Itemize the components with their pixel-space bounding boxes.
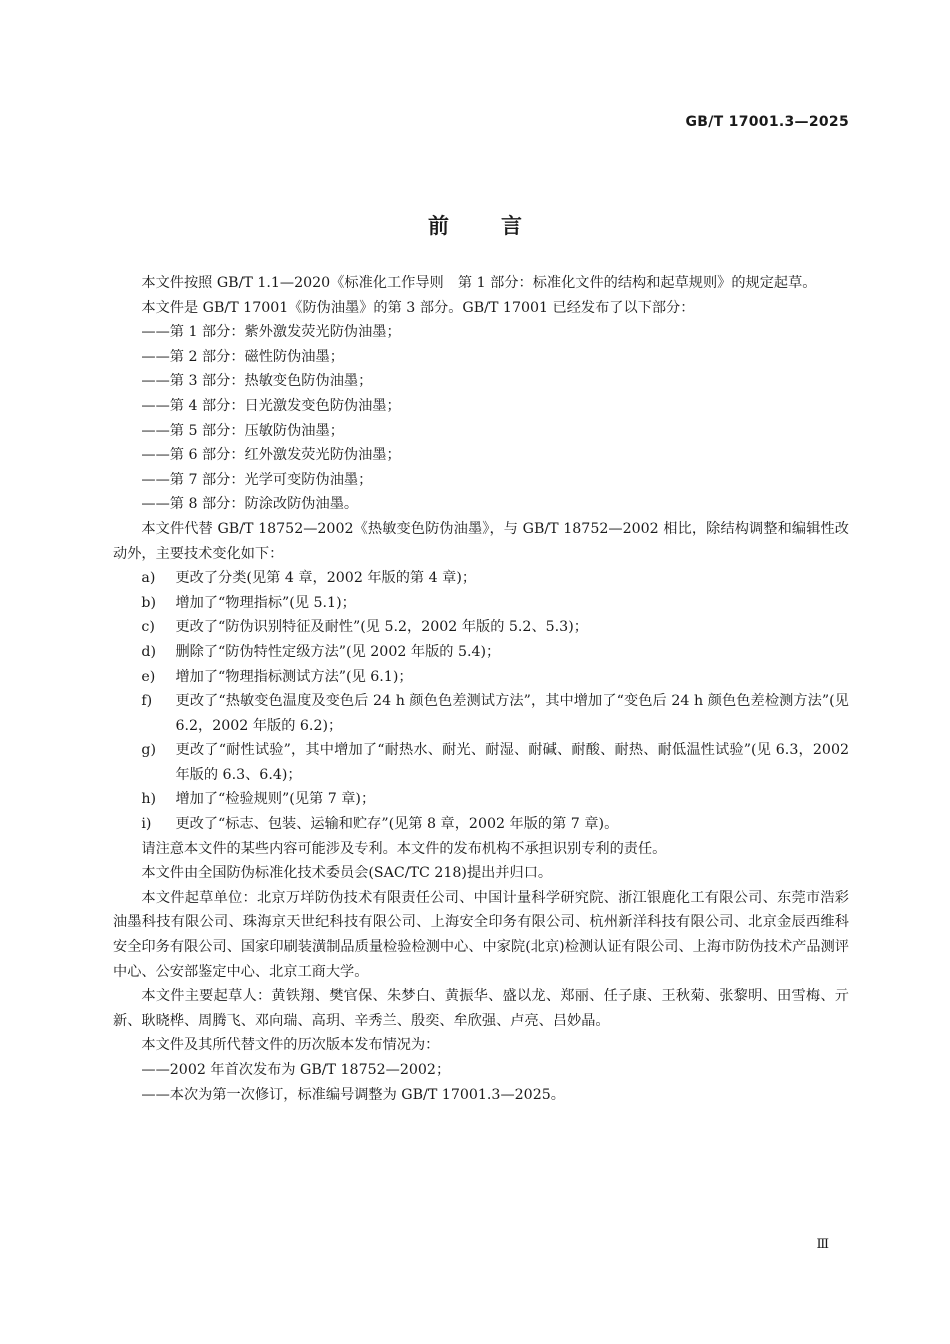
list-item: ——本次为第一次修订，标准编号调整为 GB/T 17001.3—2025。 — [141, 1086, 565, 1103]
list-marker: f) — [141, 693, 153, 710]
list-item: ——2002 年首次发布为 GB/T 18752—2002； — [141, 1062, 451, 1078]
list-item: ——第 1 部分：紫外激发荧光防伪油墨； — [141, 324, 401, 341]
paragraph-committee: 本文件由全国防伪标准化技术委员会(SAC/TC 218)提出并归口。 — [141, 865, 553, 882]
list-item — [113, 738, 849, 787]
paragraph-patent-notice: 请注意本文件的某些内容可能涉及专利。本文件的发布机构不承担识别专利的责任。 — [141, 840, 667, 857]
list-text: 增加了“物理指标”(见 5.1)； — [175, 594, 356, 611]
list-item — [113, 665, 849, 690]
standard-number: GB/T 17001.3—2025 — [685, 114, 849, 130]
list-item — [113, 689, 849, 738]
changes-list — [113, 566, 849, 837]
list-text: 更改了“热敏变色温度及变色后 24 h 颜色色差测试方法”，其中增加了“变色后 24 h 颜色色差检测方法”(见 6.2，2002 年版的 6.2)； — [175, 693, 849, 734]
foreword-body — [113, 271, 849, 1107]
list-text: 更改了“防伪识别特征及耐性”(见 5.2，2002 年版的 5.2、5.3)； — [175, 619, 588, 636]
list-marker: a) — [141, 570, 156, 587]
list-item — [113, 566, 849, 591]
list-text: 删除了“防伪特性定级方法”(见 2002 年版的 5.4)； — [175, 643, 501, 660]
list-item: ——第 7 部分：光学可变防伪油墨； — [141, 471, 373, 488]
page-number: Ⅲ — [816, 1237, 829, 1252]
list-item: ——第 6 部分：红外激发荧光防伪油墨； — [141, 447, 401, 464]
list-item — [113, 787, 849, 812]
list-marker: c) — [141, 619, 155, 636]
paragraph-drafting-units: 本文件起草单位：北京万垟防伪技术有限责任公司、中国计量科学研究院、浙江银鹿化工有限公司、东莞市浩彩油墨科技有限公司、珠海京天世纪科技有限公司、上海安全印务有限公司、杭州新洋科技有限公司、北京金辰西维科安全印务有限公司、国家印刷装潢制品质量检验检测中心、中家院(北京)检测认证有限公司、上海市防伪技术产品测评中心、公安部鉴定中心、北京工商大学。 — [113, 889, 849, 980]
list-marker: b) — [141, 594, 157, 611]
list-item: ——第 8 部分：防涂改防伪油墨。 — [141, 496, 359, 513]
list-item — [113, 591, 849, 616]
list-item — [113, 640, 849, 665]
list-text: 更改了“耐性试验”，其中增加了“耐热水、耐光、耐湿、耐碱、耐酸、耐热、耐低温性试验”(见 6.3，2002 年版的 6.3、6.4)； — [175, 742, 849, 783]
list-item: ——第 4 部分：日光激发变色防伪油墨； — [141, 397, 401, 414]
page-title: 前言 — [428, 214, 574, 239]
list-item — [113, 812, 849, 837]
list-item: ——第 3 部分：热敏变色防伪油墨； — [141, 373, 373, 390]
list-marker: g) — [141, 742, 157, 759]
list-text: 更改了“标志、包装、运输和贮存”(见第 8 章，2002 年版的第 7 章)。 — [175, 816, 619, 833]
paragraph-drafters: 本文件主要起草人：黄铁翔、樊官保、朱梦白、黄振华、盛以龙、郑丽、任子康、王秋菊、张黎明、田雪梅、亓新、耿晓桦、周腾飞、邓向瑞、高玥、辛秀兰、殷奕、牟欣强、卢亮、吕妙晶。 — [113, 988, 849, 1029]
list-marker: e) — [141, 668, 156, 685]
paragraph-replaces: 本文件代替 GB/T 18752—2002《热敏变色防伪油墨》，与 GB/T 18752—2002 相比，除结构调整和编辑性改动外，主要技术变化如下： — [113, 520, 849, 562]
paragraph-history-intro: 本文件及其所代替文件的历次版本发布情况为： — [141, 1037, 440, 1054]
list-text: 增加了“检验规则”(见第 7 章)； — [175, 791, 376, 808]
list-marker: h) — [141, 791, 157, 808]
parts-list — [113, 320, 849, 517]
list-marker: i) — [141, 816, 152, 833]
history-list — [113, 1058, 849, 1107]
list-item: ——第 5 部分：压敏防伪油墨； — [141, 422, 344, 439]
paragraph-drafting-rules: 本文件按照 GB/T 1.1—2020《标准化工作导则 第 1 部分：标准化文件的结构和起草规则》的规定起草。 — [141, 275, 817, 291]
list-text: 更改了分类(见第 4 章，2002 年版的第 4 章)； — [175, 570, 477, 587]
paragraph-series-intro: 本文件是 GB/T 17001《防伪油墨》的第 3 部分。GB/T 17001 已经发布了以下部分： — [141, 299, 695, 316]
list-marker: d) — [141, 643, 157, 660]
list-item — [113, 615, 849, 640]
list-text: 增加了“物理指标测试方法”(见 6.1)； — [175, 668, 413, 685]
list-item: ——第 2 部分：磁性防伪油墨； — [141, 348, 344, 365]
